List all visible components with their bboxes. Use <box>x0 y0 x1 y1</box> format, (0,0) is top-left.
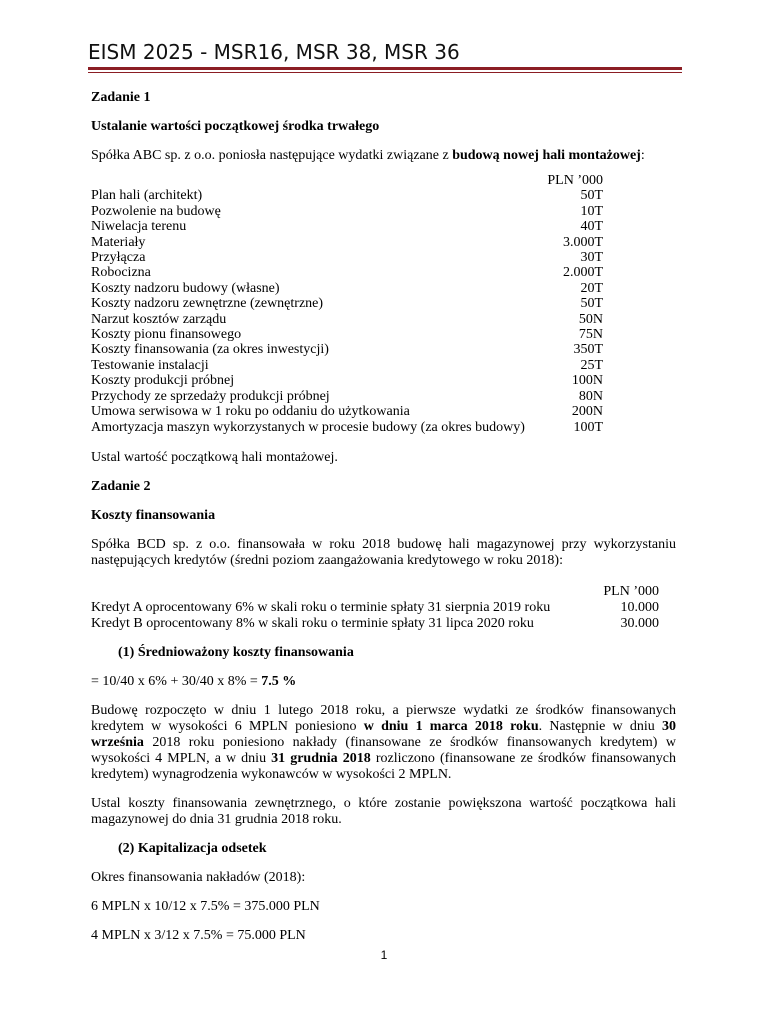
formula-text: = 10/40 x 6% + 30/40 x 8% = <box>91 673 262 689</box>
cost-item-label: Koszty pionu finansowego <box>91 327 242 343</box>
cost-item-value: 350T <box>573 342 603 358</box>
formula-line <box>91 674 676 690</box>
cost-item-value: 80N <box>578 388 603 404</box>
section1-title: (1) Średnioważony koszty finansowania <box>118 644 354 660</box>
loan-item-label: Kredyt B oprocentowany 8% w skali roku o terminie spłaty 31 lipca 2020 roku <box>91 615 534 631</box>
document-body <box>91 84 676 944</box>
cost-item-value: 25T <box>580 357 603 373</box>
cost-item-label: Umowa serwisowa w 1 roku po oddaniu do użytkowania <box>91 404 410 420</box>
cost-item-row <box>91 296 603 311</box>
cost-unit-header: PLN ’000 <box>547 173 603 188</box>
loan-item-label: Kredyt A oprocentowany 6% w skali roku o terminie spłaty 31 sierpnia 2019 roku <box>91 599 551 615</box>
cost-item-value: 20T <box>580 280 603 296</box>
cost-item-value: 75N <box>578 327 603 343</box>
loan-item-row <box>91 600 659 616</box>
cost-item-value: 3.000T <box>562 234 603 250</box>
para1-text-4: rozliczono (finansowane ze środków finansowanych kredytem) wynagrodzenia wykonawców w wysokości 2 MPLN. <box>91 750 676 782</box>
cost-item-label: Plan hali (architekt) <box>91 188 203 204</box>
task1-intro <box>91 148 676 164</box>
loan-table <box>91 584 659 632</box>
loan-table-header-row <box>91 584 659 600</box>
cost-item-label: Koszty produkcji próbnej <box>91 373 235 389</box>
task2-heading: Zadanie 2 <box>91 478 151 494</box>
cost-item-row <box>91 219 603 234</box>
task1-intro-emphasis: budową nowej hali montażowej <box>452 148 641 163</box>
cost-item-label: Amortyzacja maszyn wykorzystanych w procesie budowy (za okres budowy) <box>91 419 525 435</box>
task2-paragraph-2: Ustal koszty finansowania zewnętrznego, o które zostanie powiększona wartość początkowa hali magazynowej do dnia 31 grudnia 2018 roku. <box>91 795 676 827</box>
loan-item-row <box>91 616 659 632</box>
task1-intro-end: : <box>640 148 645 163</box>
cost-item-row <box>91 342 603 357</box>
cost-item-value: 10T <box>580 203 603 219</box>
cost-item-value: 100N <box>571 373 603 389</box>
cost-table <box>91 173 603 435</box>
cost-item-label: Materiały <box>91 234 146 250</box>
cost-item-row <box>91 327 603 342</box>
para1-text-2: . Następnie w dniu <box>538 718 662 734</box>
calc-line-1: 6 MPLN x 10/12 x 7.5% = 375.000 PLN <box>91 898 320 914</box>
para1-date-1: w dniu 1 marca 2018 roku <box>363 718 539 734</box>
cost-item-label: Niwelacja terenu <box>91 219 187 235</box>
formula-result: 7.5 % <box>261 673 297 689</box>
page-header-title: EISM 2025 - MSR16, MSR 38, MSR 36 <box>88 40 460 64</box>
loan-item-value: 10.000 <box>620 599 659 615</box>
para1-date-3: 31 grudnia 2018 <box>271 750 371 766</box>
loan-item-value: 30.000 <box>620 615 659 631</box>
cost-item-row <box>91 204 603 219</box>
cost-item-row <box>91 312 603 327</box>
cost-item-label: Koszty nadzoru budowy (własne) <box>91 280 280 296</box>
cost-item-row <box>91 404 603 419</box>
cost-item-value: 50T <box>580 296 603 312</box>
para1-text-3: 2018 roku poniesiono nakłady (finansowane ze środków finansowanych kredytem) w wysokości 4 MPLN, a w dniu <box>91 734 676 766</box>
cost-item-value: 40T <box>580 219 603 235</box>
para1-text-1: Budowę rozpoczęto w dniu 1 lutego 2018 roku, a pierwsze wydatki ze środków finansowanych kredytem w wysokości 6 MPLN poniesiono <box>91 702 676 734</box>
header-rule <box>88 67 682 70</box>
cost-table-header-row <box>91 173 603 188</box>
cost-item-label: Pozwolenie na budowę <box>91 203 221 219</box>
cost-item-label: Koszty finansowania (za okres inwestycji) <box>91 342 329 358</box>
task2-paragraph-1 <box>91 703 676 783</box>
section2-title: (2) Kapitalizacja odsetek <box>118 840 267 856</box>
cost-item-value: 2.000T <box>562 265 603 281</box>
loan-unit-header: PLN ’000 <box>603 583 659 599</box>
header-rule-thin <box>88 72 682 73</box>
cost-item-row <box>91 420 603 435</box>
period-label: Okres finansowania nakładów (2018): <box>91 869 306 885</box>
cost-item-row <box>91 373 603 388</box>
cost-item-row <box>91 188 603 203</box>
task1-intro-text: Spółka ABC sp. z o.o. poniosła następujące wydatki związane z <box>91 148 453 163</box>
calc-line-2: 4 MPLN x 3/12 x 7.5% = 75.000 PLN <box>91 927 306 943</box>
cost-item-label: Przyłącza <box>91 250 146 266</box>
cost-item-row <box>91 358 603 373</box>
para1-date-2: 30 września <box>91 718 676 750</box>
cost-item-label: Koszty nadzoru zewnętrzne (zewnętrzne) <box>91 296 324 312</box>
task1-subheading: Ustalanie wartości początkowej środka trwałego <box>91 119 380 134</box>
task1-instruction: Ustal wartość początkową hali montażowej. <box>91 449 338 465</box>
cost-item-row <box>91 389 603 404</box>
cost-item-value: 30T <box>580 250 603 266</box>
cost-item-value: 100T <box>573 419 603 435</box>
cost-item-row <box>91 281 603 296</box>
cost-item-value: 50T <box>580 188 603 204</box>
cost-item-value: 50N <box>578 311 603 327</box>
cost-item-label: Narzut kosztów zarządu <box>91 311 227 327</box>
task2-subheading: Koszty finansowania <box>91 507 216 523</box>
cost-item-row <box>91 250 603 265</box>
page-number: 1 <box>380 948 388 962</box>
cost-item-value: 200N <box>571 404 603 420</box>
cost-item-row <box>91 235 603 250</box>
task2-intro: Spółka BCD sp. z o.o. finansowała w roku 2018 budowę hali magazynowej przy wykorzystaniu następujących kredytów (średni poziom zaangażowania kredytowego w roku 2018): <box>91 536 676 568</box>
cost-item-label: Robocizna <box>91 265 151 281</box>
cost-item-label: Przychody ze sprzedaży produkcji próbnej <box>91 388 330 404</box>
cost-item-label: Testowanie instalacji <box>91 357 209 373</box>
task1-heading: Zadanie 1 <box>91 90 151 105</box>
cost-item-row <box>91 265 603 280</box>
